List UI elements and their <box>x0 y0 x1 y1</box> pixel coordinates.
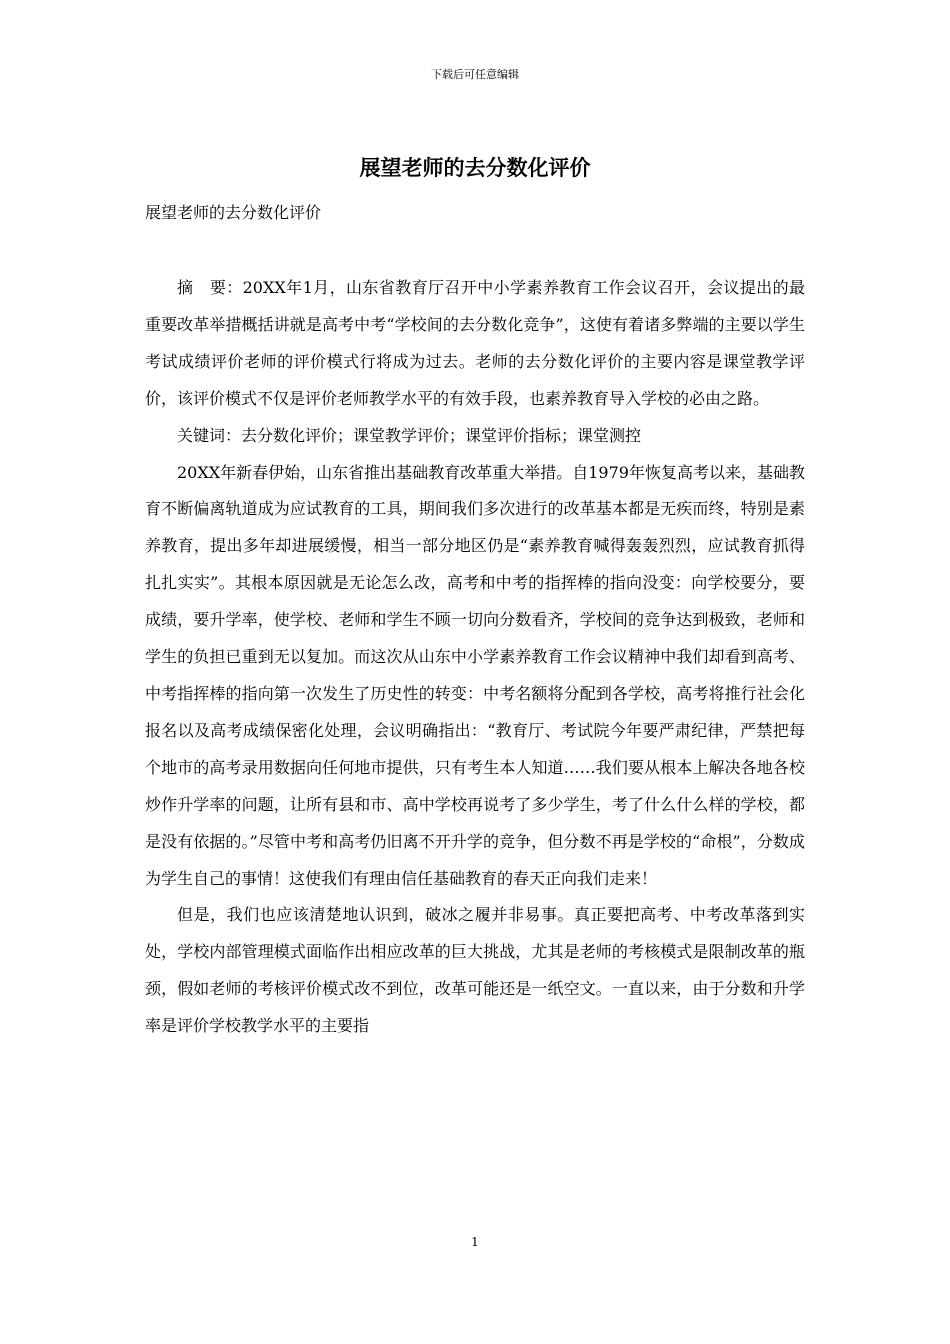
abstract-paragraph: 摘 要：20XX年1月，山东省教育厅召开中小学素养教育工作会议召开，会议提出的最重要改革举措概括讲就是高考中考“学校间的去分数化竞争”，这使有着诸多弊端的主要以学生考试成绩评价老师的评价模式行将成为过去。老师的去分数化评价的主要内容是课堂教学评价，该评价模式不仅是评价老师教学水平的有效手段，也素养教育导入学校的必由之路。 <box>145 278 805 408</box>
keywords-paragraph: 关键词：去分数化评价；课堂教学评价；课堂评价指标；课堂测控 <box>177 425 642 445</box>
document-title: 展望老师的去分数化评价 <box>359 155 591 180</box>
document-body <box>145 270 805 1045</box>
body-paragraph: 但是，我们也应该清楚地认识到，破冰之履并非易事。真正要把高考、中考改革落到实处，学校内部管理模式面临作出相应改革的巨大挑战，尤其是老师的考核模式是限制改革的瓶颈，假如老师的考核评价模式改不到位，改革可能还是一纸空文。一直以来，由于分数和升学率是评价学校教学水平的主要指 <box>145 905 805 1036</box>
body-paragraph: 20XX年新春伊始，山东省推出基础教育改革重大举措。自1979年恢复高考以来，基础教育不断偏离轨道成为应试教育的工具，期间我们多次进行的改革基本都是无疾而终，特别是素养教育，提出多年却进展缓慢，相当一部分地区仍是“素养教育喊得轰轰烈烈，应试教育抓得扎扎实实”。其根本原因就是无论怎么改，高考和中考的指挥棒的指向没变：向学校要分，要成绩，要升学率，使学校、老师和学生不顾一切向分数看齐，学校间的竞争达到极致，老师和学生的负担已重到无以复加。而这次从山东中小学素养教育工作会议精神中我们却看到高考、中考指挥棒的指向第一次发生了历史性的转变：中考名额将分配到各学校，高考将推行社会化报名以及高考成绩保密化处理，会议明确指出：“教育厅、考试院今年要严肃纪律，严禁把每个地市的高考录用数据向任何地市提供，只有考生本人知道……我们要从根本上解决各地各校炒作升学率的问题，让所有县和市、高中学校再说考了多少学生，考了什么什么样的学校，都是没有依据的。”尽管中考和高考仍旧离不开升学的竞争，但分数不再是学校的“命根”，分数成为学生自己的事情！这使我们有理由信任基础教育的春天正向我们走来！ <box>145 462 805 888</box>
page-number: 1 <box>471 1235 479 1249</box>
document-subtitle: 展望老师的去分数化评价 <box>145 203 322 222</box>
header-note: 下载后可任意编辑 <box>431 68 519 81</box>
